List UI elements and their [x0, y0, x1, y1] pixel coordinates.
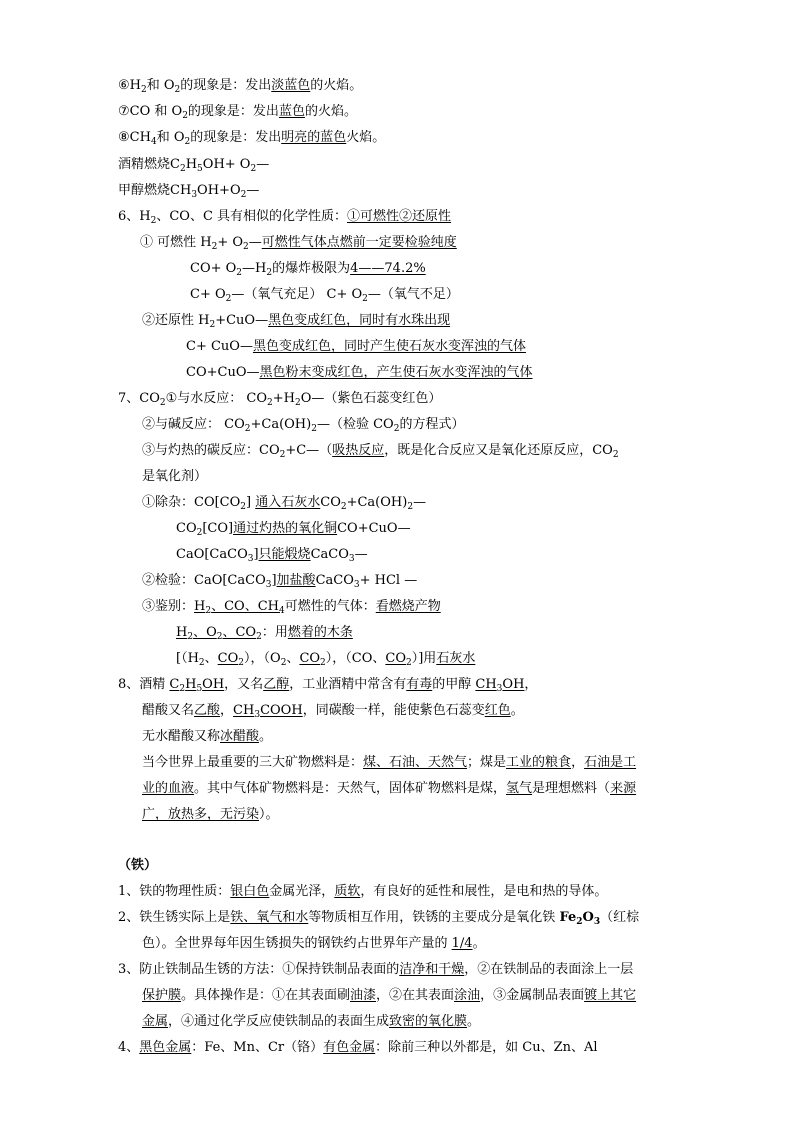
- text-line: 1、铁的物理性质：银白色金属光泽，质软，有良好的延性和展性，是电和热的导体。: [118, 884, 608, 899]
- text-line: $H_2$、$O_2$、$CO_2$：用燃着的木条: [176, 625, 353, 642]
- text-line: 2、铁生锈实际上是铁、氧气和水等物质相互作用，铁锈的主要成分是氧化铁 $Fe_2O_3$（红棕: [118, 910, 640, 927]
- text-line: $⑥H_2$和 $O_2$的现象是：发出淡蓝色的火焰。: [118, 78, 363, 95]
- text-line: 广，放热多，无污染）。: [142, 807, 279, 822]
- text-line: 当今世界上最重要的三大矿物燃料是：煤、石油、天然气；煤是工业的粮食，石油是工: [142, 755, 637, 770]
- text-line: 色）。全世界每年因生锈损失的钢铁约占世界年产量的 1/4。: [142, 936, 486, 951]
- text-line: ②检验：CaO[CaCO$_3$]加盐酸CaCO$_3$+ HCl —: [142, 573, 418, 590]
- text-line: 保护膜。具体操作是：①在其表面刷油漆，②在其表面涂油，③金属制品表面镀上其它: [142, 988, 637, 1003]
- section-heading: （铁）: [118, 858, 158, 873]
- text-line: 是氧化剂）: [142, 469, 208, 484]
- text-line: 业的血液。其中气体矿物燃料是：天然气，固体矿物燃料是煤，氢气是理想燃料（来源: [142, 781, 637, 796]
- text-line: ③与灼热的碳反应：$CO_2+C—$（吸热反应，既是化合反应又是氧化还原反应，$CO_2$: [142, 443, 619, 460]
- text-line: 8、酒精 $C_2H_5OH$，又名乙醇，工业酒精中常含有有毒的甲醇 $CH_3OH$，: [118, 677, 538, 694]
- text-line: $C+ O_2—$（氧气充足） $C+ O_2—$（氧气不足）: [190, 287, 459, 304]
- text-line: 3、防止铁制品生锈的方法：①保持铁制品表面的洁净和干燥，②在铁制品的表面涂上一层: [118, 962, 634, 977]
- text-line: CO+CuO—黑色粉末变成红色，产生使石灰水变浑浊的气体: [186, 365, 533, 380]
- text-line: 6、$H_2$、CO、C 具有相似的化学性质：①可燃性②还原性: [118, 209, 452, 226]
- text-line: 酒精燃烧$C_2H_5OH+$ $O_2—$: [118, 157, 270, 174]
- text-line: [（$H_2$、$CO_2$），（$O_2$、$CO_2$），（CO、$CO_2$）]用石灰水: [176, 651, 476, 668]
- text-line: 4、黑色金属：Fe、Mn、Cr（铬）有色金属：除前三种以外都是，如 Cu、Zn、Al: [118, 1040, 598, 1055]
- text-line: ②还原性 $H_2+CuO—$黑色变成红色，同时有水珠出现: [142, 313, 451, 330]
- text-line: $CO_2[CO]$通过灼热的氧化铜CO+CuO—: [176, 521, 411, 538]
- text-line: $CO+ O_2—H_2$的爆炸极限为4——74.2%: [190, 261, 426, 278]
- text-line: 甲醇燃烧$CH_3OH+O_2—$: [118, 183, 260, 200]
- text-line: 醋酸又名乙酸，$CH_3COOH$，同碳酸一样，能使紫色石蕊变红色。: [142, 703, 524, 720]
- text-line: C+ CuO—黑色变成红色，同时产生使石灰水变浑浊的气体: [186, 339, 526, 354]
- text-line: ②与碱反应： $CO_2+Ca(OH)_2—$（检验 $CO_2$的方程式）: [142, 417, 465, 434]
- text-line: 7、$CO_2①$与水反应： $CO_2+H_2O—$（紫色石蕊变红色）: [118, 391, 442, 408]
- text-line: 金属，④通过化学反应使铁制品的表面生成致密的氧化膜。: [142, 1014, 481, 1029]
- text-line: ③鉴别：$H_2$、CO、$CH_4$可燃性的气体：看燃烧产物: [142, 599, 441, 616]
- text-line: ① 可燃性 $H_2+$ $O_2—$可燃性气体点燃前一定要检验纯度: [140, 235, 457, 252]
- text-line: ①除杂：$CO[CO_2]$ 通入石灰水$CO_2+Ca(OH)_2—$: [142, 495, 427, 512]
- text-line: ⑦CO 和 $O_2$的现象是：发出蓝色的火焰。: [118, 104, 357, 121]
- text-line: 无水醋酸又称冰醋酸。: [142, 729, 273, 744]
- text-line: $⑧CH_4$和 $O_2$的现象是：发出明亮的蓝色火焰。: [118, 130, 386, 147]
- text-line: CaO[CaCO$_3$]只能煅烧CaCO$_3$—: [176, 547, 368, 564]
